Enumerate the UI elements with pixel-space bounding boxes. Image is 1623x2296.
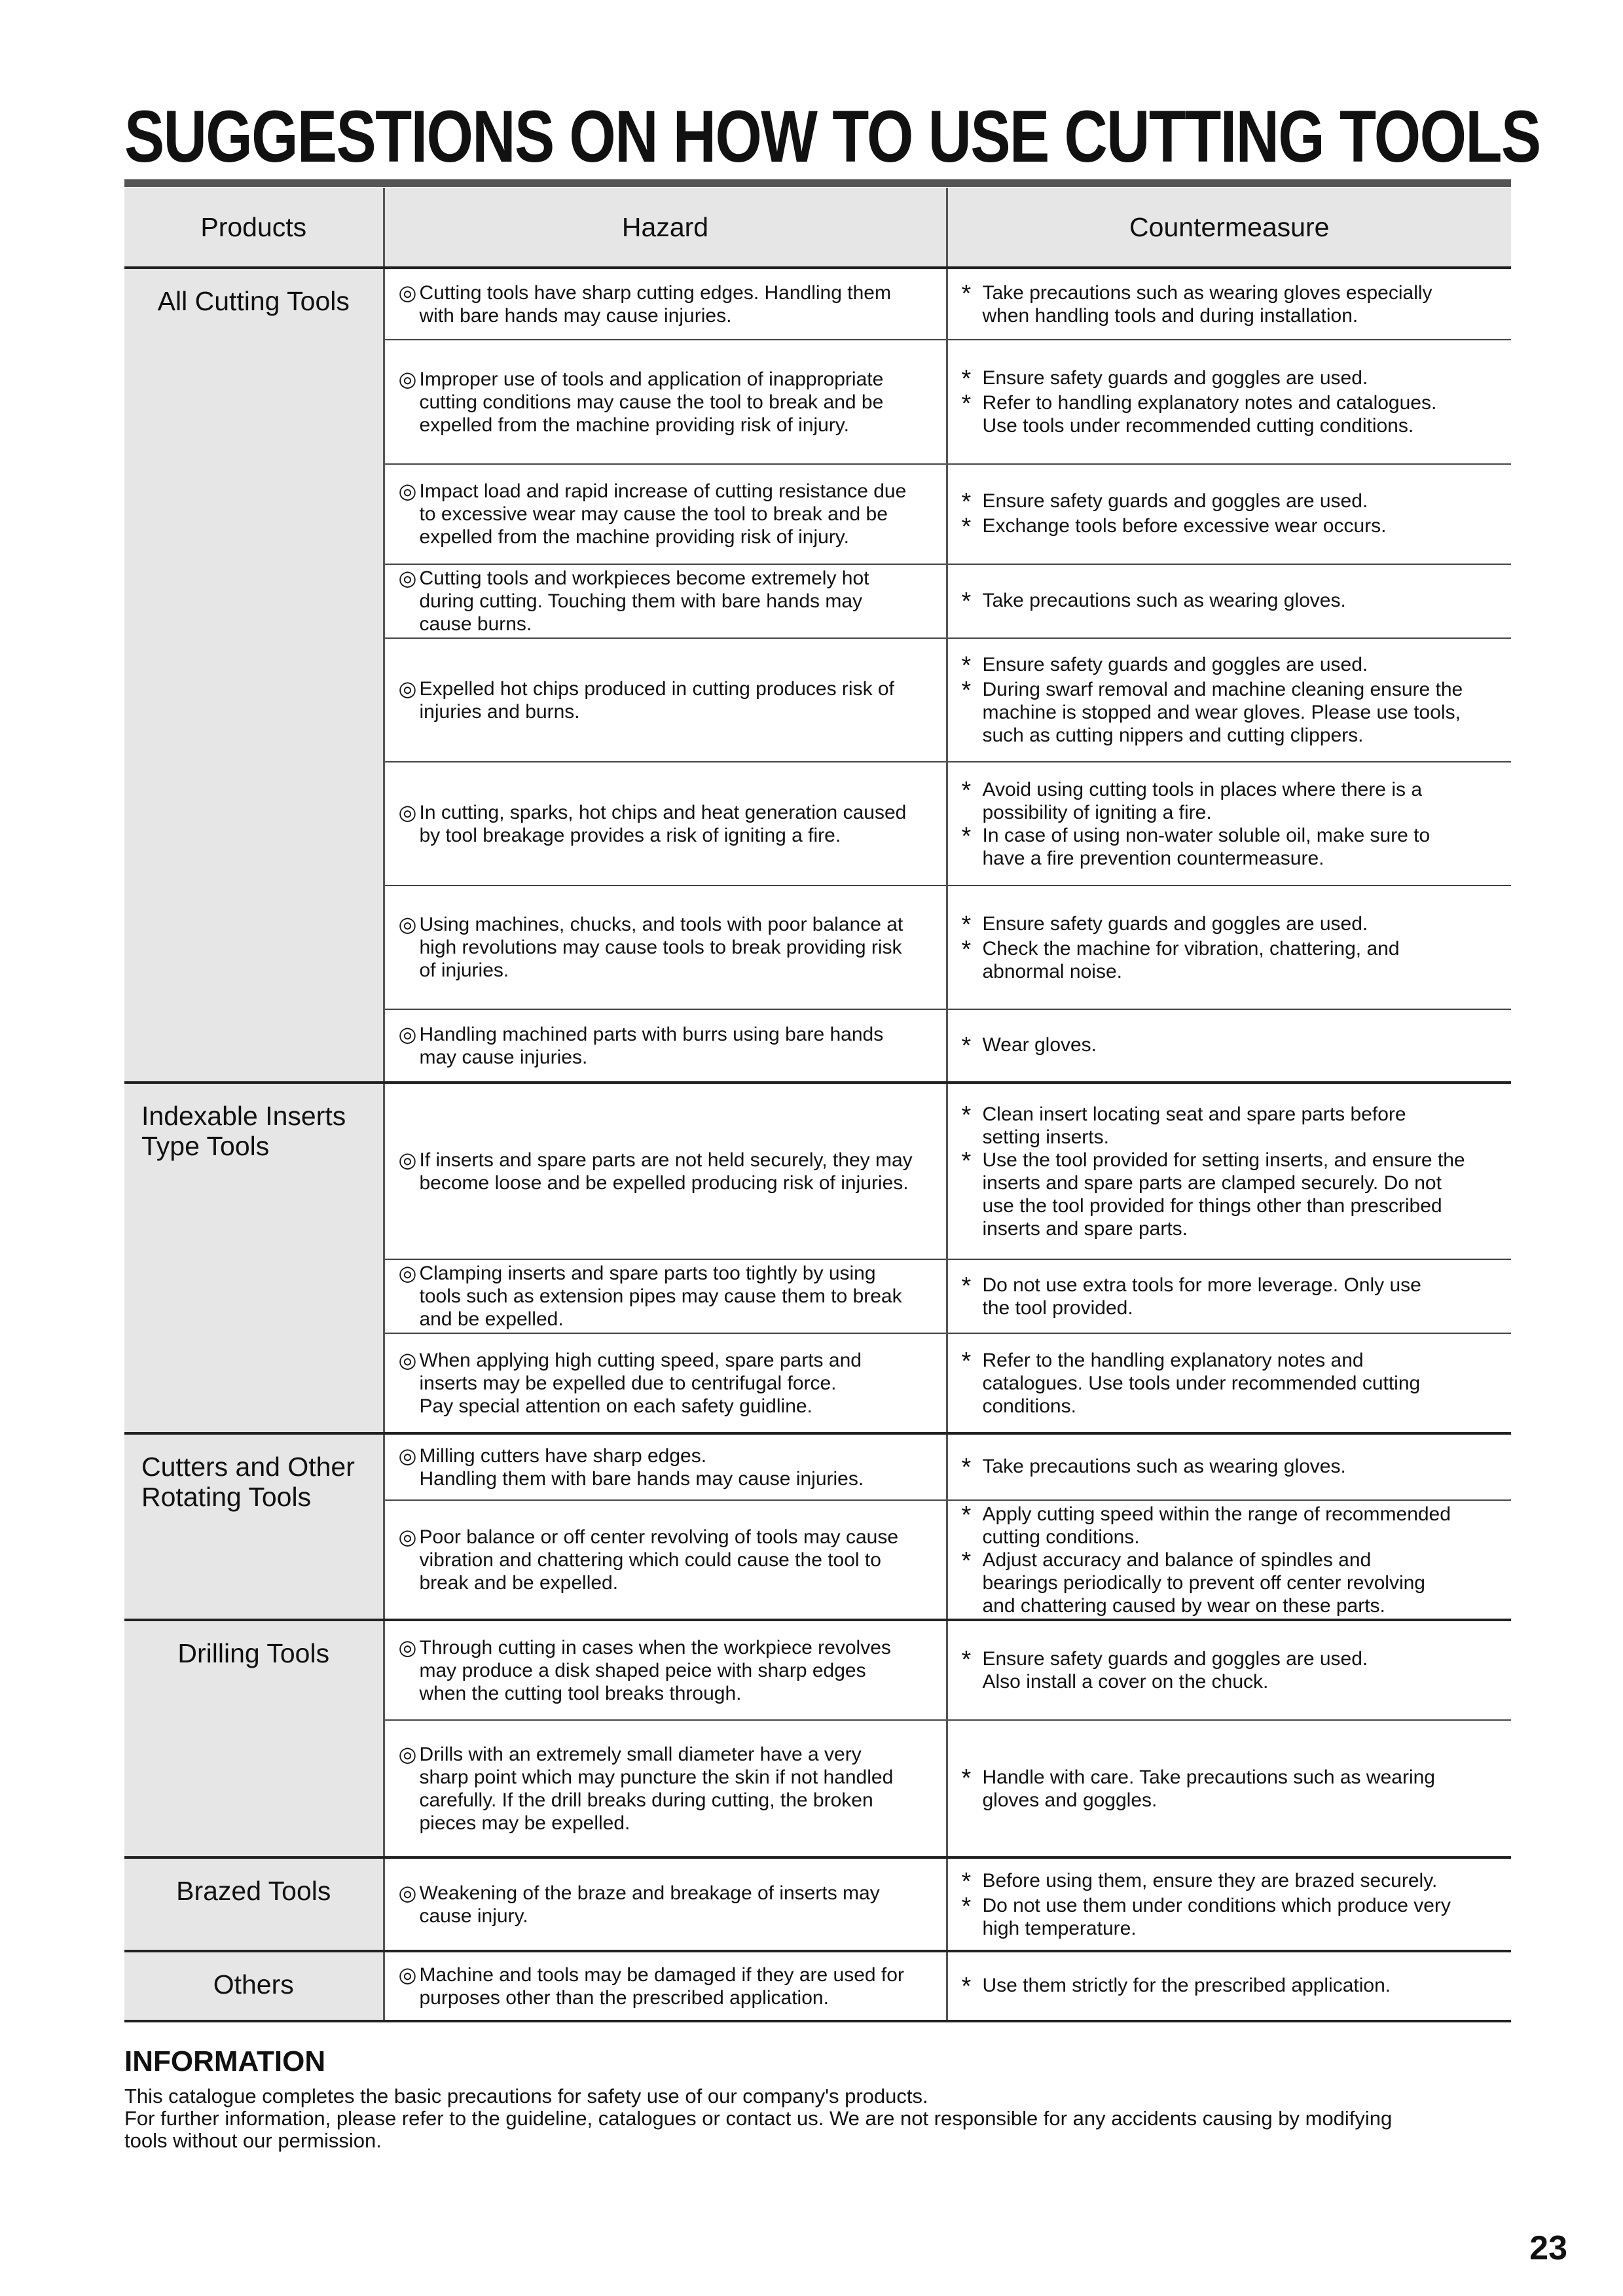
hazard-text: Milling cutters have sharp edges. Handling them with bare hands may cause injuries. — [419, 1444, 864, 1490]
countermeasure-text: Refer to the handling explanatory notes and catalogues. Use tools under recommended cutting conditions. — [982, 1349, 1421, 1417]
hazard-item — [386, 677, 945, 723]
hazard-cell — [384, 1259, 947, 1333]
safety-table — [124, 188, 1511, 2022]
product-name: Indexable Inserts Type Tools — [141, 1101, 346, 1161]
countermeasure-text: Before using them, ensure they are brazed securely. — [982, 1869, 1438, 1892]
title-rule — [124, 179, 1511, 187]
hazard-item — [386, 1964, 945, 2009]
product-cell — [124, 1433, 384, 1620]
countermeasure-cell — [947, 564, 1511, 638]
asterisk-icon: * — [961, 1031, 972, 1060]
hazard-bullet-icon: ◎ — [398, 280, 417, 304]
countermeasure-cell — [947, 1951, 1511, 2021]
asterisk-icon: * — [961, 1147, 972, 1175]
countermeasure-item — [949, 1549, 1511, 1617]
hazard-bullet-icon: ◎ — [398, 1022, 417, 1046]
product-name: Drilling Tools — [177, 1638, 330, 1668]
product-cell — [124, 1857, 384, 1951]
countermeasure-cell — [947, 1620, 1511, 1720]
countermeasure-text: Check the machine for vibration, chattering, and abnormal noise. — [982, 937, 1400, 982]
hazard-cell — [384, 638, 947, 762]
asterisk-icon: * — [961, 587, 972, 615]
countermeasure-cell — [947, 886, 1511, 1009]
countermeasure-item — [949, 589, 1511, 614]
countermeasure-cell — [947, 464, 1511, 564]
asterisk-icon: * — [961, 1347, 972, 1375]
hazard-text: In cutting, sparks, hot chips and heat generation caused by tool breakage provides a risk of igniting a fire. — [419, 801, 907, 846]
asterisk-icon: * — [961, 1453, 972, 1481]
hazard-text: Machine and tools may be damaged if they are used for purposes other than the prescribed application. — [419, 1964, 904, 2009]
countermeasure-cell — [947, 1333, 1511, 1433]
countermeasure-text: Take precautions such as wearing gloves. — [982, 589, 1346, 611]
countermeasure-item — [949, 1455, 1511, 1480]
hazard-item — [386, 1349, 945, 1418]
asterisk-icon: * — [961, 279, 972, 308]
asterisk-icon: * — [961, 1547, 972, 1575]
product-cell — [124, 1083, 384, 1433]
table-row — [124, 268, 1511, 340]
countermeasure-text: Wear gloves. — [982, 1033, 1097, 1056]
hazard-text: Drills with an extremely small diameter have a very sharp point which may puncture the skin if not handled carefully. If the drill breaks during cutting, the broken pieces may be expelled. — [419, 1743, 894, 1834]
hazard-item — [386, 1023, 945, 1069]
table-row — [124, 1951, 1511, 2021]
countermeasure-cell — [947, 1259, 1511, 1333]
asterisk-icon: * — [961, 1892, 972, 1920]
countermeasure-item — [949, 391, 1511, 437]
hazard-text: Handling machined parts with burrs using bare hands may cause injuries. — [419, 1023, 884, 1068]
asterisk-icon: * — [961, 1101, 972, 1129]
hazard-item — [386, 801, 945, 847]
asterisk-icon: * — [961, 1501, 972, 1529]
product-name: Brazed Tools — [176, 1876, 331, 1906]
countermeasure-cell — [947, 1500, 1511, 1620]
countermeasure-item — [949, 1274, 1511, 1319]
product-cell — [124, 268, 384, 1083]
hazard-cell — [384, 1083, 947, 1259]
table-row — [124, 1620, 1511, 1720]
table-header-row — [124, 188, 1511, 268]
hazard-text: Through cutting in cases when the workpiece revolves may produce a disk shaped peice with sharp edges when the cutting tool breaks through. — [419, 1636, 891, 1704]
countermeasure-text: In case of using non-water soluble oil, make sure to have a fire prevention countermeasure. — [982, 824, 1431, 869]
countermeasure-text: Adjust accuracy and balance of spindles and bearings periodically to prevent off center revolving and chattering caused by wear on these parts. — [982, 1549, 1425, 1617]
header-hazard: Hazard — [384, 188, 947, 268]
hazard-item — [386, 1882, 945, 1928]
countermeasure-item — [949, 1349, 1511, 1418]
countermeasure-item — [949, 678, 1511, 747]
table-row — [124, 1433, 1511, 1500]
table-row — [124, 1857, 1511, 1951]
asterisk-icon: * — [961, 1867, 972, 1895]
countermeasure-item — [949, 1869, 1511, 1894]
hazard-cell — [384, 340, 947, 464]
hazard-bullet-icon: ◎ — [398, 1524, 417, 1549]
hazard-cell — [384, 268, 947, 340]
countermeasure-text: Refer to handling explanatory notes and catalogues. Use tools under recommended cutting conditions. — [982, 392, 1437, 437]
hazard-item — [386, 567, 945, 636]
hazard-cell — [384, 1500, 947, 1620]
countermeasure-cell — [947, 1720, 1511, 1857]
countermeasure-item — [949, 1974, 1511, 1999]
countermeasure-item — [949, 490, 1511, 514]
asterisk-icon: * — [961, 512, 972, 541]
header-products: Products — [124, 188, 384, 268]
header-countermeasure: Countermeasure — [947, 188, 1511, 268]
countermeasure-item — [949, 1033, 1511, 1058]
countermeasure-cell — [947, 1857, 1511, 1951]
countermeasure-item — [949, 1766, 1511, 1812]
hazard-bullet-icon: ◎ — [398, 367, 417, 391]
countermeasure-text: Ensure safety guards and goggles are used. — [982, 654, 1368, 675]
asterisk-icon: * — [961, 822, 972, 850]
hazard-item — [386, 1444, 945, 1490]
hazard-cell — [384, 1857, 947, 1951]
hazard-bullet-icon: ◎ — [398, 1742, 417, 1766]
hazard-text: Expelled hot chips produced in cutting produces risk of injuries and burns. — [419, 677, 894, 723]
hazard-text: Impact load and rapid increase of cutting resistance due to excessive wear may cause the tool to break and be expelled from the machine providing risk of injury. — [419, 480, 907, 548]
hazard-cell — [384, 1620, 947, 1720]
hazard-item — [386, 1743, 945, 1835]
hazard-item — [386, 1636, 945, 1705]
hazard-text: Cutting tools and workpieces become extremely hot during cutting. Touching them with bare hands may cause burns. — [419, 567, 869, 635]
product-cell — [124, 1620, 384, 1857]
hazard-text: Clamping inserts and spare parts too tightly by using tools such as extension pipes may cause them to break and be expelled. — [419, 1263, 902, 1330]
asterisk-icon: * — [961, 935, 972, 963]
hazard-cell — [384, 464, 947, 564]
asterisk-icon: * — [961, 677, 972, 704]
asterisk-icon: * — [961, 1764, 972, 1792]
hazard-bullet-icon: ◎ — [398, 676, 417, 700]
hazard-cell — [384, 564, 947, 638]
countermeasure-text: Do not use them under conditions which produce very high temperature. — [982, 1894, 1451, 1939]
countermeasure-cell — [947, 1433, 1511, 1500]
countermeasure-text: Take precautions such as wearing gloves especially when handling tools and during installation. — [982, 281, 1432, 327]
hazard-bullet-icon: ◎ — [398, 1348, 417, 1372]
product-name: Others — [213, 1969, 294, 2000]
countermeasure-item — [949, 912, 1511, 937]
countermeasure-cell — [947, 638, 1511, 762]
countermeasure-cell — [947, 1083, 1511, 1259]
countermeasure-item — [949, 1647, 1511, 1693]
countermeasure-item — [949, 281, 1511, 327]
asterisk-icon: * — [961, 652, 972, 679]
page-number: 23 — [1529, 2229, 1567, 2267]
hazard-text: Weakening of the braze and breakage of inserts may cause injury. — [419, 1882, 880, 1927]
hazard-cell — [384, 1433, 947, 1500]
asterisk-icon: * — [961, 776, 972, 804]
hazard-item — [386, 281, 945, 327]
hazard-cell — [384, 1333, 947, 1433]
asterisk-icon: * — [961, 1646, 972, 1674]
countermeasure-text: Exchange tools before excessive wear occurs. — [982, 514, 1387, 537]
asterisk-icon: * — [961, 390, 972, 418]
table-row — [124, 1083, 1511, 1259]
asterisk-icon: * — [961, 488, 972, 516]
product-name: Cutters and Other Rotating Tools — [141, 1452, 355, 1512]
countermeasure-item — [949, 1503, 1511, 1549]
hazard-item — [386, 1262, 945, 1331]
hazard-cell — [384, 762, 947, 886]
hazard-item — [386, 368, 945, 437]
hazard-text: When applying high cutting speed, spare parts and inserts may be expelled due to centrifugal force. Pay special attention on each safety guidline. — [419, 1349, 862, 1417]
countermeasure-cell — [947, 1009, 1511, 1083]
countermeasure-text: During swarf removal and machine cleaning ensure the machine is stopped and wear gloves. Please use tools, such as cutting nippers and cutting clippers. — [982, 679, 1463, 746]
countermeasure-text: Handle with care. Take precautions such as wearing gloves and goggles. — [982, 1766, 1435, 1811]
hazard-bullet-icon: ◎ — [398, 912, 417, 936]
information-body: This catalogue completes the basic precautions for safety use of our company's products. For further information, please refer to the guideline, catalogues or contact us. We are not responsible for any accidents causing by modifying tools without our permission. — [124, 2085, 1393, 2152]
countermeasure-item — [949, 937, 1511, 983]
countermeasure-text: Clean insert locating seat and spare parts before setting inserts. — [982, 1103, 1406, 1148]
hazard-bullet-icon: ◎ — [398, 800, 417, 824]
countermeasure-cell — [947, 762, 1511, 886]
asterisk-icon: * — [961, 1272, 972, 1300]
hazard-text: If inserts and spare parts are not held securely, they may become loose and be expelled producing risk of injuries. — [419, 1149, 913, 1194]
hazard-text: Poor balance or off center revolving of tools may cause vibration and chattering which could cause the tool to break and be expelled. — [419, 1526, 899, 1594]
countermeasure-item — [949, 514, 1511, 539]
asterisk-icon: * — [961, 365, 972, 393]
countermeasure-cell — [947, 268, 1511, 340]
hazard-item — [386, 480, 945, 548]
countermeasure-text: Ensure safety guards and goggles are used. Also install a cover on the chuck. — [982, 1648, 1368, 1693]
hazard-text: Using machines, chucks, and tools with poor balance at high revolutions may cause tools to break providing risk of injuries. — [419, 914, 903, 981]
hazard-text: Improper use of tools and application of inappropriate cutting conditions may cause the tool to break and be expelled from the machine providing risk of injury. — [419, 368, 884, 436]
countermeasure-item — [949, 1894, 1511, 1940]
countermeasure-item — [949, 1149, 1511, 1240]
hazard-bullet-icon: ◎ — [398, 1443, 417, 1467]
countermeasure-text: Apply cutting speed within the range of recommended cutting conditions. — [982, 1503, 1451, 1548]
hazard-bullet-icon: ◎ — [398, 479, 417, 503]
countermeasure-text: Ensure safety guards and goggles are used. — [982, 912, 1368, 935]
page-title: SUGGESTIONS ON HOW TO USE CUTTING TOOLS — [124, 96, 1541, 177]
hazard-item — [386, 1149, 945, 1194]
information-heading: INFORMATION — [124, 2045, 326, 2077]
countermeasure-item — [949, 653, 1511, 678]
countermeasure-item — [949, 1103, 1511, 1149]
countermeasure-item — [949, 824, 1511, 870]
countermeasure-text: Do not use extra tools for more leverage. Only use the tool provided. — [982, 1274, 1421, 1319]
countermeasure-text: Use the tool provided for setting inserts, and ensure the inserts and spare parts are clamped securely. Do not use the tool provided for things other than prescribed inserts and spare parts. — [982, 1149, 1465, 1240]
hazard-cell — [384, 1951, 947, 2021]
countermeasure-text: Ensure safety guards and goggles are used. — [982, 490, 1368, 512]
hazard-text: Cutting tools have sharp cutting edges. Handling them with bare hands may cause injuries. — [419, 281, 891, 327]
table-body — [124, 268, 1511, 2021]
countermeasure-item — [949, 367, 1511, 391]
countermeasure-cell — [947, 340, 1511, 464]
hazard-cell — [384, 1009, 947, 1083]
countermeasure-item — [949, 778, 1511, 824]
hazard-item — [386, 1526, 945, 1594]
hazard-bullet-icon: ◎ — [398, 566, 417, 590]
countermeasure-text: Use them strictly for the prescribed application. — [982, 1974, 1391, 1996]
hazard-bullet-icon: ◎ — [398, 1880, 417, 1905]
countermeasure-text: Take precautions such as wearing gloves. — [982, 1455, 1346, 1477]
hazard-cell — [384, 886, 947, 1009]
countermeasure-text: Ensure safety guards and goggles are used. — [982, 367, 1368, 389]
asterisk-icon: * — [961, 910, 972, 939]
hazard-bullet-icon: ◎ — [398, 1261, 417, 1285]
countermeasure-text: Avoid using cutting tools in places where there is a possibility of igniting a fire. — [982, 778, 1422, 823]
hazard-item — [386, 913, 945, 982]
product-name: All Cutting Tools — [157, 286, 350, 316]
hazard-bullet-icon: ◎ — [398, 1147, 417, 1172]
asterisk-icon: * — [961, 1972, 972, 2000]
hazard-bullet-icon: ◎ — [398, 1962, 417, 1986]
hazard-cell — [384, 1720, 947, 1857]
product-cell — [124, 1951, 384, 2021]
hazard-bullet-icon: ◎ — [398, 1635, 417, 1659]
